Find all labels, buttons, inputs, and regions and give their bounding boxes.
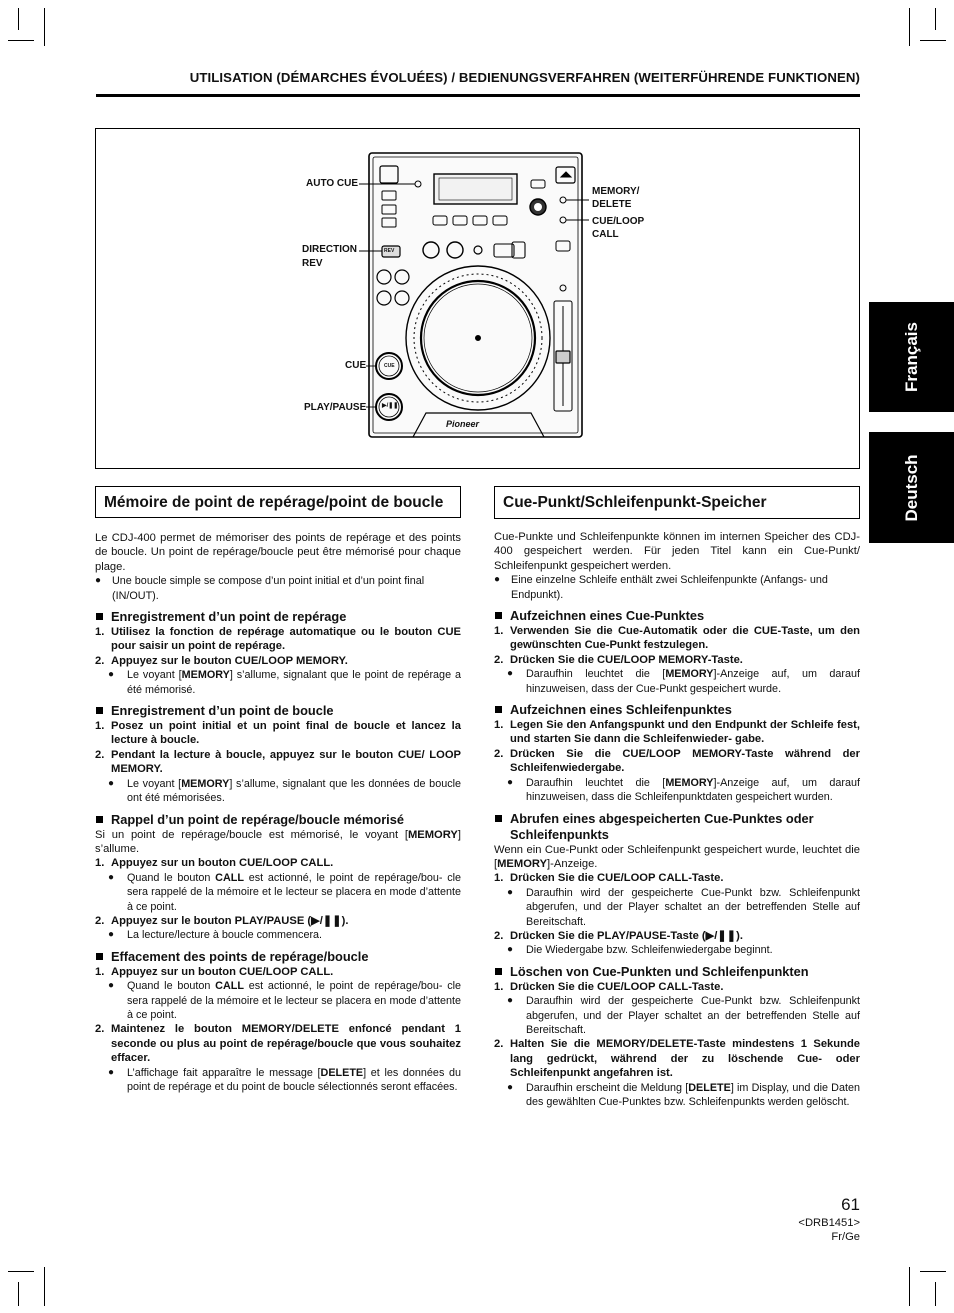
step: 1. Appuyez sur un bouton CUE/LOOP CALL. (95, 965, 334, 978)
subsection-title: Enregistrement d’un point de boucle (95, 703, 461, 719)
step: 1. Drücken Sie die CUE/LOOP CALL-Taste. (494, 980, 724, 993)
device-rev-label: REV (384, 248, 395, 254)
step: 1. Legen Sie den Anfangspunkt und den Endpunkt der Schleife fest, und starten Sie dann die Schleifenwieder- gabe. (494, 719, 860, 746)
crop-mark (920, 40, 946, 41)
crop-mark (920, 1271, 946, 1272)
step: 2. Halten Sie die MEMORY/DELETE-Taste mindestens 1 Sekunde lang gedrückt, während der zu löschende Cue- oder Schleifenpunkt angefahren ist. (494, 1038, 860, 1080)
step-note: ● Quand le bouton CALL est actionné, le point de repérage/bou- cle sera rappelé de la mémoire et le lecteur se placera en mode d’attente à ce point. (95, 979, 461, 1022)
step: 1. Drücken Sie die CUE/LOOP CALL-Taste. (494, 872, 724, 885)
step-note: ● Le voyant [MEMORY] s’allume, signalant que le point de repérage a été mémorisé. (95, 668, 461, 697)
step-note: ● Daraufhin leuchtet die [MEMORY]-Anzeige auf, um darauf hinzuweisen, dass der Cue-Punkt gespeichert wurde. (494, 667, 860, 696)
device-figure (95, 128, 860, 469)
device-cue-label: CUE (384, 363, 395, 369)
column-french (95, 486, 461, 1094)
subsection-title: Effacement des points de repérage/boucle (95, 949, 461, 965)
section-title-de: Cue-Punkt/Schleifenpunkt-Speicher (494, 486, 860, 519)
subsection-title: Löschen von Cue-Punkten und Schleifenpunkten (494, 964, 860, 980)
page-number: 61 (841, 1195, 860, 1214)
intro-paragraph: Cue-Punkte und Schleifenpunkte können im internen Speicher des CDJ-400 gespeichert werden. Für jeden Titel kann ein Cue-Punkt/ Schleifenpunkt gespeichert werden. (494, 531, 860, 572)
step-note: ● Quand le bouton CALL est actionné, le point de repérage/bou- cle sera rappelé de la mémoire et le lecteur se placera en mode d’attente à ce point. (95, 871, 461, 914)
subsection-title: Rappel d’un point de repérage/boucle mémorisé (95, 812, 461, 828)
crop-mark (8, 1271, 34, 1272)
document-reference: <DRB1451> Fr/Ge (798, 1217, 860, 1243)
subsection-title: Aufzeichnen eines Schleifenpunktes (494, 702, 860, 718)
device-play-label: ▶/❚❚ (382, 403, 399, 409)
label-auto-cue: AUTO CUE (306, 178, 359, 189)
crop-mark (935, 8, 936, 30)
label-delete: DELETE (592, 199, 632, 210)
header-rule (96, 94, 860, 97)
subsection-title: Enregistrement d’un point de repérage (95, 609, 461, 625)
step: 2. Pendant la lecture à boucle, appuyez sur le bouton CUE/ LOOP MEMORY. (95, 748, 461, 776)
intro-bullet: ● Eine einzelne Schleife enthält zwei Schleifenpunkte (Anfangs- und Endpunkt). (494, 573, 860, 602)
step: 1. Verwenden Sie die Cue-Automatik oder die CUE-Taste, um den gewünschten Cue-Punkt festzulegen. (494, 625, 860, 652)
step-note: ● Daraufhin wird der gespeicherte Cue-Punkt bzw. Schleifenpunkt abgerufen, und der Player schaltet an der betreffenden Stelle auf Bereitschaft. (494, 994, 860, 1037)
step-note: ● Le voyant [MEMORY] s’allume, signalant que les données de boucle ont été mémorisées. (95, 777, 461, 806)
tab-francais: Français (869, 302, 954, 412)
crop-mark (44, 1267, 45, 1306)
step: 2. Appuyez sur le bouton CUE/LOOP MEMORY. (95, 654, 348, 667)
label-memory: MEMORY/ (592, 186, 640, 197)
subsection-title: Aufzeichnen eines Cue-Punktes (494, 608, 860, 624)
step: 2. Drücken Sie die PLAY/PAUSE-Taste (▶/❚❚). (494, 929, 743, 942)
intro-bullet: ● Une boucle simple se compose d’un point initial et d’un point final (IN/OUT). (95, 574, 461, 603)
subsection-intro: Wenn ein Cue-Punkt oder Schleifenpunkt gespeichert wurde, leuchtet die [MEMORY]-Anzeige. (494, 843, 860, 870)
crop-mark (44, 8, 45, 46)
crop-mark (935, 1282, 936, 1306)
step: 2. Drücken Sie die CUE/LOOP MEMORY-Taste während der Schleifenwiedergabe. (494, 747, 860, 775)
step: 1. Posez un point initial et un point final de boucle et lancez la lecture à boucle. (95, 720, 461, 747)
label-cue: CUE (345, 360, 367, 371)
step-note: ● Daraufhin wird der gespeicherte Cue-Punkt bzw. Schleifenpunkt abgerufen, und der Player schaltet an der betreffenden Stelle auf Bereitschaft. (494, 886, 860, 929)
step-note: ● Daraufhin erscheint die Meldung [DELETE] im Display, und die Daten des gewählten Cue-Punktes bzw. Schleifenpunkts werden gelöscht. (494, 1081, 860, 1110)
label-cue-loop: CUE/LOOP (592, 216, 645, 227)
step: 2. Maintenez le bouton MEMORY/DELETE enfoncé pendant 1 seconde ou plus au point de repérage/boucle que vous souhaitez effacer. (95, 1023, 461, 1065)
intro-paragraph: Le CDJ-400 permet de mémoriser des points de repérage et des points de boucle. Un point de repérage/boucle peut être mémorisé pour chaque plage. (95, 532, 461, 573)
label-rev: REV (302, 258, 323, 269)
crop-mark (909, 8, 910, 46)
brand-logo: Pioneer (446, 419, 480, 429)
step: 2. Appuyez sur le bouton PLAY/PAUSE (▶/❚❚). (95, 914, 349, 927)
step: 1. Appuyez sur un bouton CUE/LOOP CALL. (95, 857, 334, 870)
tab-deutsch: Deutsch (869, 432, 954, 543)
crop-mark (909, 1267, 910, 1306)
crop-mark (18, 8, 19, 30)
crop-mark (18, 1282, 19, 1306)
section-title-fr: Mémoire de point de repérage/point de boucle (95, 486, 461, 518)
step-note: ● La lecture/lecture à boucle commencera. (95, 928, 461, 942)
crop-mark (8, 40, 34, 41)
label-play-pause: PLAY/PAUSE (304, 402, 367, 413)
subsection-title: Abrufen eines abgespeicherten Cue-Punktes oder Schleifenpunkts (494, 811, 860, 843)
step: 1. Utilisez la fonction de repérage automatique ou le bouton CUE pour saisir un point de repérage. (95, 626, 461, 653)
step-note: ● Die Wiedergabe bzw. Schleifenwiedergabe beginnt. (494, 943, 860, 957)
step-note: ● L’affichage fait apparaître le message [DELETE] et les données du point de repérage et du point de boucle sélectionnés seront effacées. (95, 1066, 461, 1095)
label-call: CALL (592, 229, 619, 240)
page-header-title: UTILISATION (DÉMARCHES ÉVOLUÉES) / BEDIENUNGSVERFAHREN (WEITERFÜHRENDE FUNKTIONEN) (189, 70, 860, 85)
subsection-intro: Si un point de repérage/boucle est mémorisé, le voyant [MEMORY] s’allume. (95, 828, 461, 855)
column-german (494, 486, 860, 1109)
label-direction: DIRECTION (302, 244, 357, 255)
step-note: ● Daraufhin leuchtet die [MEMORY]-Anzeige auf, um darauf hinzuweisen, dass die Schleifenpunktdaten gespeichert wurden. (494, 776, 860, 805)
step: 2. Drücken Sie die CUE/LOOP MEMORY-Taste. (494, 653, 743, 666)
